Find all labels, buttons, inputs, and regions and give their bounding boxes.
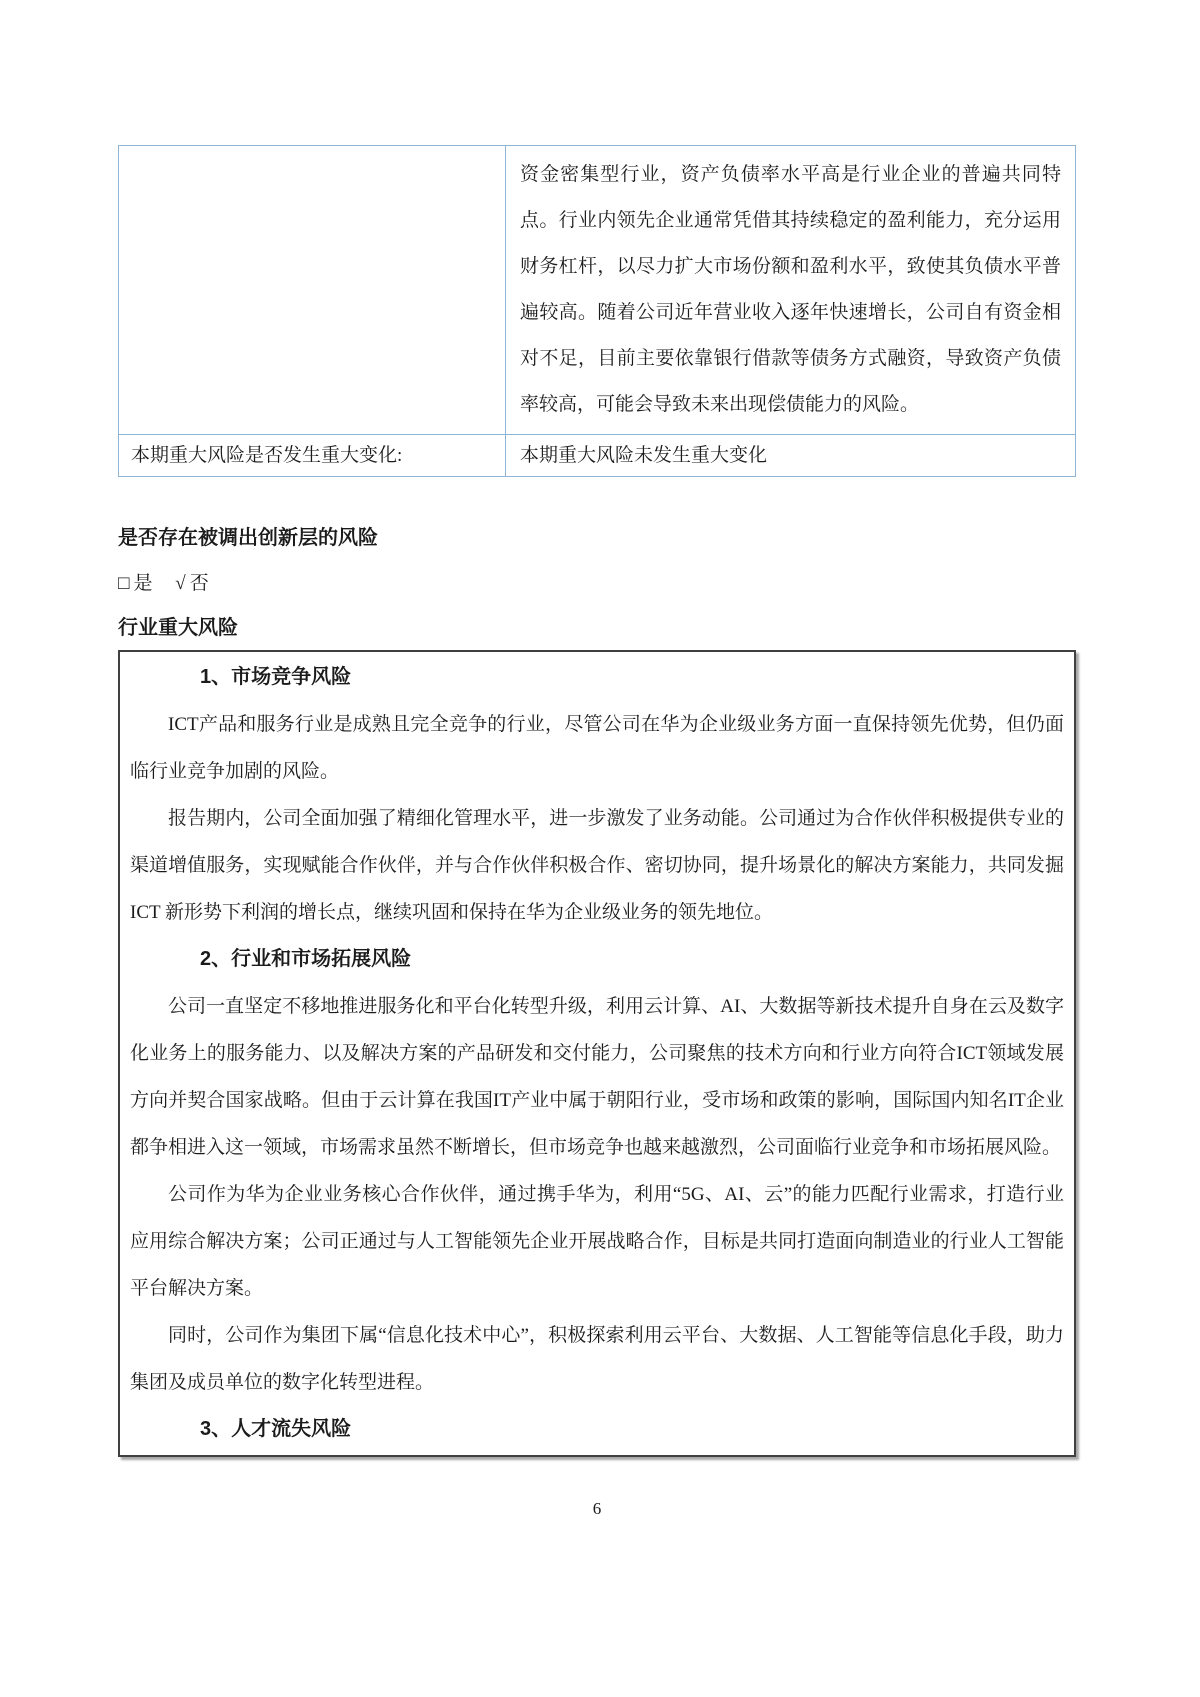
option-no	[175, 573, 209, 594]
table-row	[119, 146, 1076, 435]
risk-item-heading-market-competition: 1、市场竞争风险	[200, 666, 352, 688]
table-cell-change-question: 本期重大风险是否发生重大变化:	[119, 435, 506, 477]
risk-paragraph: 公司作为华为企业业务核心合作伙伴，通过携手华为，利用“5G、AI、云”的能力匹配行业需求，打造行业应用综合解决方案；公司正通过与人工智能领先企业开展战略合作，目标是共同打造面向制造业的行业人工智能平台解决方案。	[130, 1184, 1064, 1299]
table-cell-change-answer: 本期重大风险未发生重大变化	[506, 435, 1076, 477]
risk-change-table	[118, 145, 1076, 477]
checkmark-icon: √	[175, 573, 187, 594]
industry-risk-box	[118, 650, 1076, 1457]
table-row	[119, 435, 1076, 477]
risk-paragraph: 同时，公司作为集团下属“信息化技术中心”，积极探索利用云平台、大数据、人工智能等信息化手段，助力集团及成员单位的数字化转型进程。	[130, 1325, 1064, 1393]
option-yes	[118, 573, 154, 594]
delist-risk-question-heading: 是否存在被调出创新层的风险	[118, 527, 378, 549]
document-content	[118, 0, 1076, 1519]
risk-item-heading-talent-loss: 3、人才流失风险	[200, 1418, 352, 1440]
risk-paragraph: 报告期内，公司全面加强了精细化管理水平，进一步激发了业务动能。公司通过为合作伙伴积极提供专业的渠道增值服务，实现赋能合作伙伴，并与合作伙伴积极合作、密切协同，提升场景化的解决方案能力，共同发掘 ICT 新形势下利润的增长点，继续巩固和保持在华为企业级业务的领先地位。	[130, 808, 1064, 923]
table-cell-risk-description	[506, 146, 1076, 435]
table-cell-empty-label	[119, 146, 506, 435]
risk-paragraph: ICT产品和服务行业是成熟且完全竞争的行业，尽管公司在华为企业级业务方面一直保持领先优势，但仍面临行业竞争加剧的风险。	[130, 714, 1064, 782]
delist-risk-options	[118, 568, 1076, 595]
risk-item-heading-market-expansion: 2、行业和市场拓展风险	[200, 948, 412, 970]
checkbox-unchecked-icon: □	[118, 573, 131, 594]
risk-description-text: 资金密集型行业，资产负债率水平高是行业企业的普遍共同特点。行业内领先企业通常凭借其持续稳定的盈利能力，充分运用财务杠杆，以尽力扩大市场份额和盈利水平，致使其负债水平普遍较高。随着公司近年营业收入逐年快速增长，公司自有资金相对不足，目前主要依靠银行借款等债务方式融资，导致资产负债率较高，可能会导致未来出现偿债能力的风险。	[520, 164, 1061, 415]
page-number: 6	[592, 1499, 602, 1518]
option-yes-label: 是	[133, 573, 154, 594]
option-no-label: 否	[189, 573, 210, 594]
risk-paragraph: 公司一直坚定不移地推进服务化和平台化转型升级，利用云计算、AI、大数据等新技术提升自身在云及数字化业务上的服务能力、以及解决方案的产品研发和交付能力，公司聚焦的技术方向和行业方向符合ICT领域发展方向并契合国家战略。但由于云计算在我国IT产业中属于朝阳行业，受市场和政策的影响，国际国内知名IT企业都争相进入这一领域，市场需求虽然不断增长，但市场竞争也越来越激烈，公司面临行业竞争和市场拓展风险。	[130, 996, 1064, 1158]
industry-risk-heading: 行业重大风险	[118, 617, 238, 639]
